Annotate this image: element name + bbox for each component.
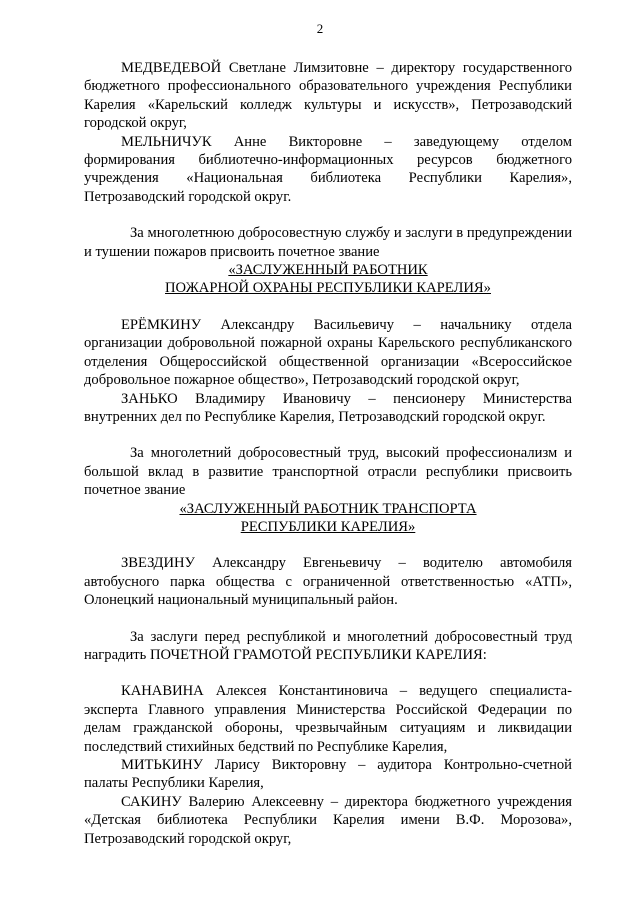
entry-mitkina: МИТЬКИНУ Ларису Викторовну – аудитора Контрольно-счетной палаты Республики Карелия, bbox=[84, 757, 572, 792]
award-intro-fire: За многолетнюю добросовестную службу и заслуги в предупреждении и тушении пожаров присвоить почетное звание bbox=[84, 225, 573, 260]
entry-zanko: ЗАНЬКО Владимиру Ивановичу – пенсионеру Министерства внутренних дел по Республике Карелия, Петрозаводский городской округ. bbox=[84, 390, 572, 425]
entry-kanavin: КАНАВИНА Алексея Константиновича – ведущего специалиста- эксперта Главного управления Министерства Российской Федерации по делам гражданской обороны, чрезвычайным ситуациям и ликвидации последствий стихийных бедствий по Республике Карелия, bbox=[84, 683, 572, 755]
award-intro-gramota: За заслуги перед республикой и многолетний добросовестный труд наградить ПОЧЕТНОЙ ГРАМОТОЙ РЕСПУБЛИКИ КАРЕЛИЯ: bbox=[84, 628, 572, 663]
page-number: 2 bbox=[316, 21, 324, 36]
award-intro-transport: За многолетний добросовестный труд, высокий профессионализм и большой вклад в развитие транспортной отрасли республики присвоить почетное звание bbox=[84, 445, 572, 499]
document-body bbox=[84, 59, 572, 848]
entry-sakina: САКИНУ Валерию Алексеевну – директора бюджетного учреждения «Детская библиотека Республики Карелия имени В.Ф. Морозова», Петрозаводский городской округ, bbox=[84, 793, 572, 847]
award-title-transport: «ЗАСЛУЖЕННЫЙ РАБОТНИК ТРАНСПОРТА РЕСПУБЛИКИ КАРЕЛИЯ» bbox=[179, 500, 477, 535]
entry-melnichuk: МЕЛЬНИЧУК Анне Викторовне – заведующему отделом формирования библиотечно-информационных ресурсов бюджетного учреждения «Национальная библиотека Республики Карелия», Петрозаводский городской округ. bbox=[84, 133, 572, 205]
award-title-fire: «ЗАСЛУЖЕННЫЙ РАБОТНИК ПОЖАРНОЙ ОХРАНЫ РЕСПУБЛИКИ КАРЕЛИЯ» bbox=[165, 262, 491, 297]
entry-zvezdin: ЗВЕЗДИНУ Александру Евгеньевичу – водителю автомобиля автобусного парка общества с ограниченной ответственностью «АТП», Олонецкий национальный муниципальный район. bbox=[84, 555, 572, 609]
entry-medvedeva: МЕДВЕДЕВОЙ Светлане Лимзитовне – директору государственного бюджетного профессионального образовательного учреждения Республики Карелия «Карельский колледж культуры и искусств», Петрозаводский городской округ, bbox=[84, 60, 572, 132]
entry-eremkin: ЕРЁМКИНУ Александру Васильевичу – начальнику отдела организации добровольной пожарной охраны Карельского республиканского отделения Общероссийской общественной организации «Всероссийское добровольное пожарное общество», Петрозаводский городской округ, bbox=[84, 316, 572, 389]
